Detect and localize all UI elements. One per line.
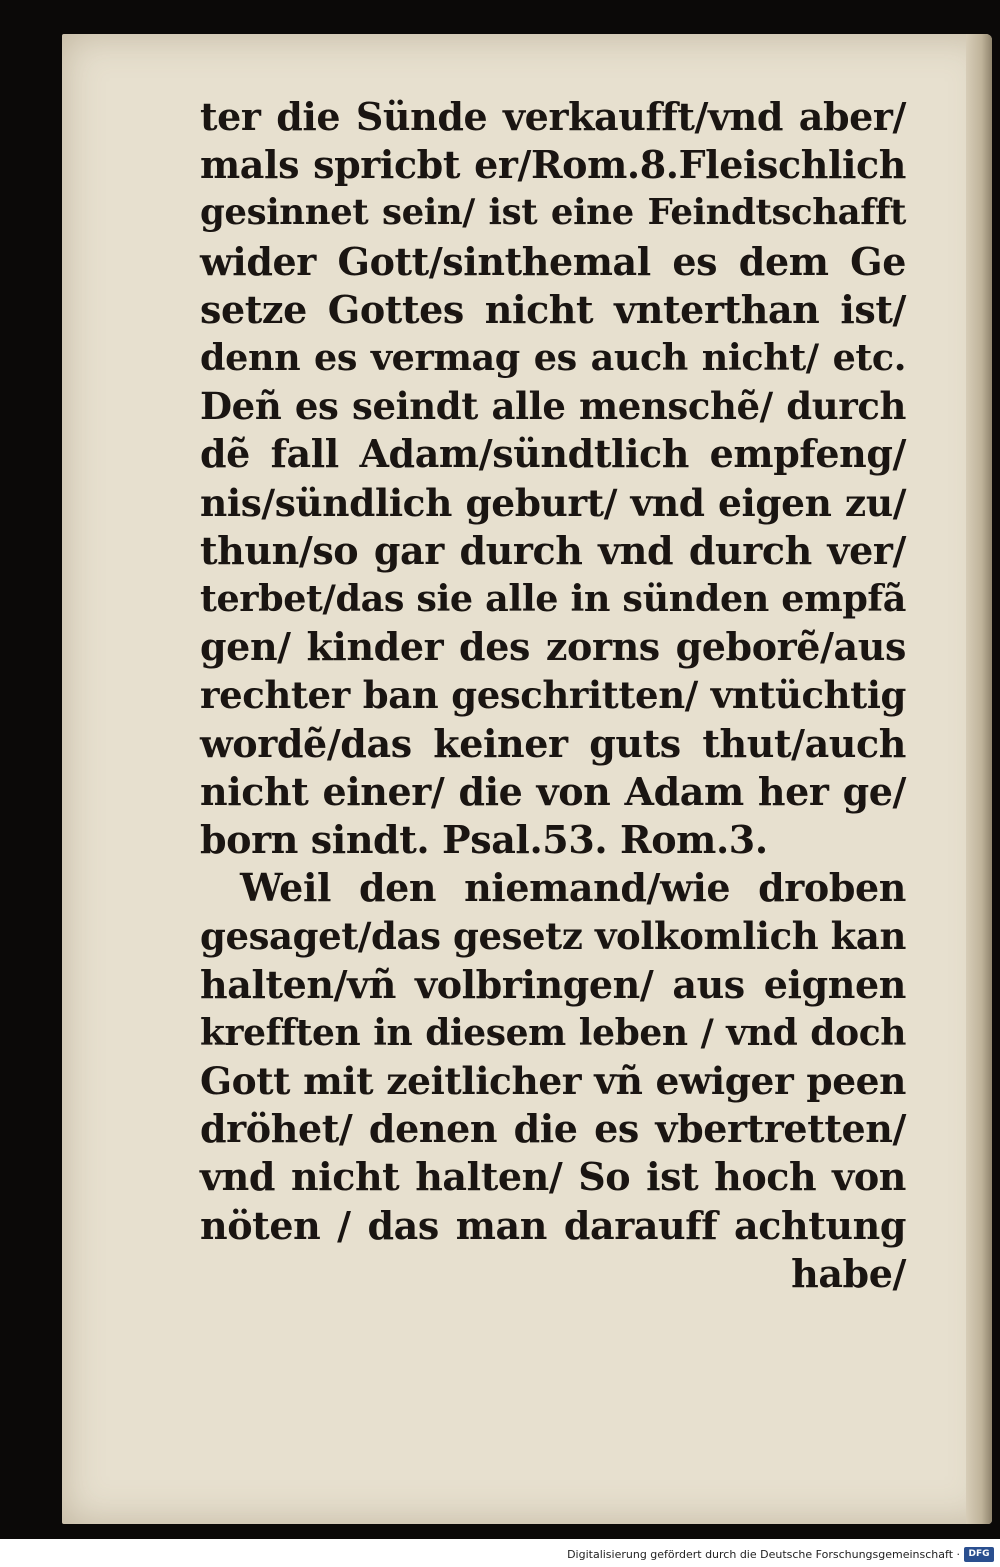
text-line-1: ter die Sünde verkaufft/vnd aber/ xyxy=(200,94,906,139)
text-line-20: krefften in diesem leben / vnd doch xyxy=(200,1011,906,1054)
show-through-stain xyxy=(282,1334,442,1374)
text-line-16: born sindt. Psal.53. Rom.3. xyxy=(200,817,768,863)
text-line-8: dẽ fall Adam/sündtlich empfeng/ xyxy=(200,431,906,477)
text-line-5: setze Gottes nicht vnterthan ist/ xyxy=(200,286,906,332)
text-line-12: gen/ kinder des zorns geborẽ/aus xyxy=(200,624,906,670)
text-line-7: Deñ es seindt alle menschẽ/ durch xyxy=(200,384,906,429)
text-line-21: Gott mit zeitlicher vñ ewiger peen xyxy=(200,1059,906,1104)
text-line-19: halten/vñ volbringen/ aus eignen xyxy=(200,961,906,1007)
text-line-3: gesinnet sein/ ist eine Feindtschafft xyxy=(200,192,906,234)
text-line-11: terbet/das sie alle in sünden empfã xyxy=(200,577,906,621)
text-line-22: dröhet/ denen die es vbertretten/ xyxy=(200,1106,906,1152)
text-line-4: wider Gott/sinthemal es dem Ge xyxy=(200,238,906,284)
text-line-18: gesaget/das gesetz volkomlich kan xyxy=(200,914,906,959)
text-line-9: nis/sündlich geburt/ vnd eigen zu/ xyxy=(200,480,906,525)
text-line-2: mals spricbt er/Rom.8.Fleischlich xyxy=(200,142,906,188)
text-line-23: vnd nicht halten/ So ist hoch von xyxy=(200,1154,906,1200)
text-line-24: nöten / das man darauff achtung xyxy=(200,1202,906,1248)
text-line-10: thun/so gar durch vnd durch ver/ xyxy=(200,527,906,573)
catchword: habe/ xyxy=(791,1250,906,1296)
page-text-block xyxy=(200,93,906,1298)
text-line-6: denn es vermag es auch nicht/ etc. xyxy=(200,336,906,380)
digitization-credit-bar xyxy=(0,1539,1000,1567)
text-line-17: Weil den niemand/wie droben xyxy=(240,865,906,911)
text-line-15: nicht einer/ die von Adam her ge/ xyxy=(200,768,906,814)
text-line-14: wordẽ/das keiner guts thut/auch xyxy=(200,720,906,766)
text-line-13: rechter ban geschritten/ vntüchtig xyxy=(200,673,906,718)
credit-text: Digitalisierung gefördert durch die Deutsche Forschungsgemeinschaft · xyxy=(567,1548,960,1561)
page-fore-edge xyxy=(966,34,992,1524)
dfg-logo: DFG xyxy=(964,1547,994,1562)
